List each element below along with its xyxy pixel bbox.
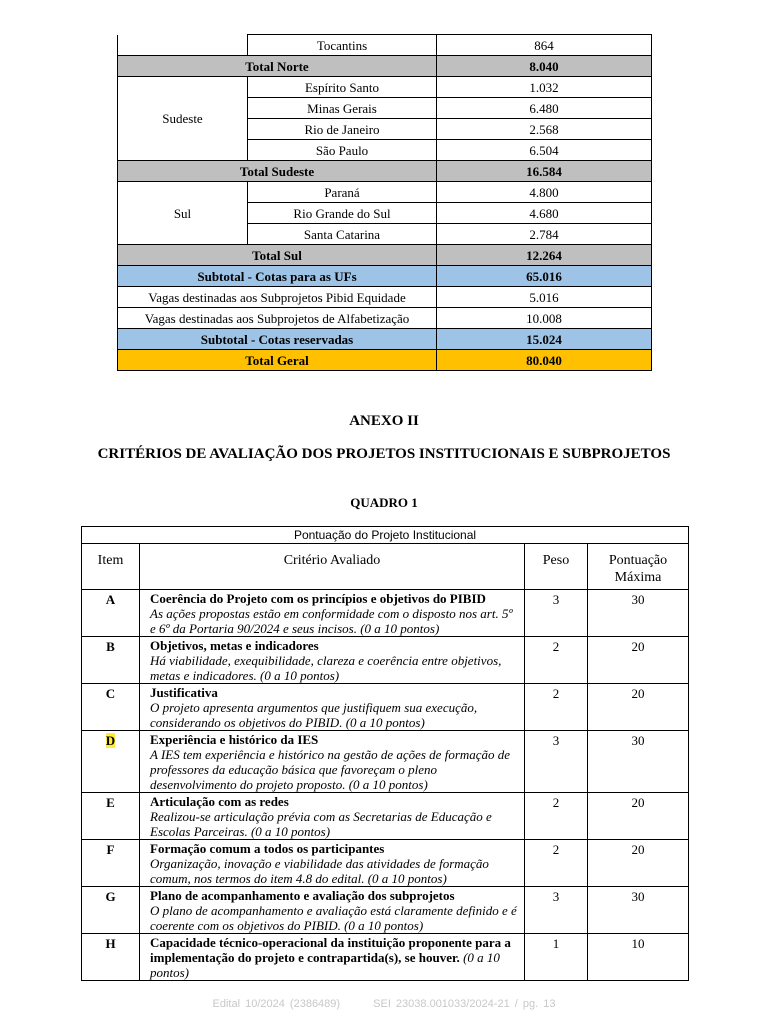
weight-value: 3 xyxy=(525,731,588,793)
table-row xyxy=(118,287,652,308)
subtotal-row xyxy=(118,329,652,350)
subtotal-row xyxy=(118,266,652,287)
quota-table xyxy=(117,34,652,371)
state-cell: Rio de Janeiro xyxy=(248,119,437,140)
quota-value: 8.040 xyxy=(437,56,652,77)
weight-value: 3 xyxy=(525,590,588,637)
criterion-title: Formação comum a todos os participantes xyxy=(150,841,385,856)
total-row xyxy=(118,161,652,182)
max-score-value: 20 xyxy=(588,637,689,684)
grand-total-row xyxy=(118,350,652,371)
criterion-title: Capacidade técnico-operacional da instituição proponente para a implementação do projeto e contrapartida(s), se houver. xyxy=(150,935,511,965)
state-cell: Espírito Santo xyxy=(248,77,437,98)
footer-doc-ref: Edital 10/2024 (2386489) xyxy=(212,998,341,1010)
criterion-description: A IES tem experiência e histórico na gestão de ações de formação de professores da educação básica que favoreçam o pleno desenvolvimento do projeto proposto. (0 a 10 pontos) xyxy=(150,747,511,792)
row-label: Vagas destinadas aos Subprojetos de Alfabetização xyxy=(118,308,437,329)
quota-value: 4.800 xyxy=(437,182,652,203)
quota-value: 10.008 xyxy=(437,308,652,329)
max-score-value: 10 xyxy=(588,934,689,981)
grand-total-label: Total Geral xyxy=(118,350,437,371)
page-footer xyxy=(0,998,768,1010)
criterion-description: Organização, inovação e viabilidade das atividades de formação comum, nos termos do item 4.8 do edital. (0 a 10 pontos) xyxy=(150,856,489,886)
quota-value: 5.016 xyxy=(437,287,652,308)
max-score-value: 30 xyxy=(588,887,689,934)
quota-value: 65.016 xyxy=(437,266,652,287)
quota-value: 15.024 xyxy=(437,329,652,350)
criteria-row xyxy=(82,590,689,637)
state-cell: Paraná xyxy=(248,182,437,203)
state-cell: Minas Gerais xyxy=(248,98,437,119)
criteria-row xyxy=(82,840,689,887)
total-row xyxy=(118,56,652,77)
state-cell: Santa Catarina xyxy=(248,224,437,245)
quadro-title: QUADRO 1 xyxy=(350,495,418,510)
criterion-cell xyxy=(140,590,525,637)
item-letter-cell xyxy=(82,934,140,981)
header-item: Item xyxy=(82,544,140,590)
header-pontuacao: Pontuação Máxima xyxy=(588,544,689,590)
table-row xyxy=(118,77,652,98)
weight-value: 2 xyxy=(525,793,588,840)
weight-value: 2 xyxy=(525,637,588,684)
item-letter: B xyxy=(106,639,115,654)
item-letter: A xyxy=(105,592,116,607)
item-letter-cell xyxy=(82,637,140,684)
state-cell: Rio Grande do Sul xyxy=(248,203,437,224)
criteria-row xyxy=(82,887,689,934)
item-letter-cell xyxy=(82,684,140,731)
weight-value: 2 xyxy=(525,840,588,887)
total-label: Total Sudeste xyxy=(118,161,437,182)
item-letter: D xyxy=(105,733,116,748)
criteria-row xyxy=(82,731,689,793)
max-score-value: 30 xyxy=(588,590,689,637)
criterion-title: Articulação com as redes xyxy=(150,794,289,809)
state-cell: São Paulo xyxy=(248,140,437,161)
item-letter-cell xyxy=(82,840,140,887)
total-label: Total Sul xyxy=(118,245,437,266)
max-score-value: 20 xyxy=(588,840,689,887)
quota-value: 2.784 xyxy=(437,224,652,245)
criterion-title: Experiência e histórico da IES xyxy=(150,732,319,747)
quota-value: 16.584 xyxy=(437,161,652,182)
item-letter-cell xyxy=(82,731,140,793)
annex-title: ANEXO II xyxy=(349,413,419,429)
max-score-value: 30 xyxy=(588,731,689,793)
criterion-title: Coerência do Projeto com os princípios e objetivos do PIBID xyxy=(150,591,486,606)
quota-value: 1.032 xyxy=(437,77,652,98)
criterion-cell xyxy=(140,684,525,731)
criterion-title: Plano de acompanhamento e avaliação dos subprojetos xyxy=(150,888,455,903)
criterion-description: Realizou-se articulação prévia com as Secretarias de Educação e Escolas Parceiras. (0 a 10 pontos) xyxy=(150,809,492,839)
criterion-cell xyxy=(140,934,525,981)
header-row xyxy=(82,544,689,590)
quota-value: 2.568 xyxy=(437,119,652,140)
total-row xyxy=(118,245,652,266)
criterion-cell xyxy=(140,731,525,793)
row-label: Vagas destinadas aos Subprojetos Pibid Equidade xyxy=(118,287,437,308)
region-cell xyxy=(118,35,248,56)
item-letter-cell xyxy=(82,887,140,934)
annex-subtitle: CRITÉRIOS DE AVALIAÇÃO DOS PROJETOS INSTITUCIONAIS E SUBPROJETOS xyxy=(97,446,671,462)
criteria-row xyxy=(82,637,689,684)
quota-value: 12.264 xyxy=(437,245,652,266)
subtotal-label: Subtotal - Cotas reservadas xyxy=(118,329,437,350)
criterion-description: O plano de acompanhamento e avaliação está claramente definido e é coerente com os objetivos do PIBID. (0 a 10 pontos) xyxy=(150,903,517,933)
table-row xyxy=(118,182,652,203)
criterion-title: Justificativa xyxy=(150,685,218,700)
criterion-description: (0 a 10 pontos) xyxy=(150,950,500,980)
quota-value: 6.504 xyxy=(437,140,652,161)
region-cell: Sudeste xyxy=(118,77,248,161)
max-score-value: 20 xyxy=(588,684,689,731)
total-label: Total Norte xyxy=(118,56,437,77)
item-letter: E xyxy=(106,795,115,810)
criteria-row xyxy=(82,934,689,981)
subtotal-label: Subtotal - Cotas para as UFs xyxy=(118,266,437,287)
table-caption: Pontuação do Projeto Institucional xyxy=(82,527,689,544)
criterion-cell xyxy=(140,637,525,684)
criterion-description: O projeto apresenta argumentos que justifiquem sua execução, considerando os objetivos do PIBID. (0 a 10 pontos) xyxy=(150,700,478,730)
criteria-row xyxy=(82,684,689,731)
criterion-description: Há viabilidade, exequibilidade, clareza e coerência entre objetivos, metas e indicadores. (0 a 10 pontos) xyxy=(150,653,502,683)
criterion-cell xyxy=(140,793,525,840)
quota-value: 864 xyxy=(437,35,652,56)
footer-sei-ref: SEI 23038.001033/2024-21 / pg. 13 xyxy=(373,998,556,1010)
item-letter: H xyxy=(105,936,116,951)
criteria-table xyxy=(81,526,689,981)
item-letter: C xyxy=(105,686,116,701)
criterion-description: As ações propostas estão em conformidade com o disposto nos art. 5º e 6º da Portaria 90/2024 e seus incisos. (0 a 10 pontos) xyxy=(150,606,513,636)
weight-value: 2 xyxy=(525,684,588,731)
weight-value: 1 xyxy=(525,934,588,981)
state-cell: Tocantins xyxy=(248,35,437,56)
region-cell: Sul xyxy=(118,182,248,245)
criterion-cell xyxy=(140,840,525,887)
criterion-cell xyxy=(140,887,525,934)
item-letter-cell xyxy=(82,590,140,637)
item-letter: F xyxy=(106,842,115,857)
max-score-value: 20 xyxy=(588,793,689,840)
criteria-row xyxy=(82,793,689,840)
header-criterio: Critério Avaliado xyxy=(140,544,525,590)
table-row xyxy=(118,308,652,329)
quota-value: 4.680 xyxy=(437,203,652,224)
criterion-title: Objetivos, metas e indicadores xyxy=(150,638,319,653)
quota-value: 6.480 xyxy=(437,98,652,119)
item-letter: G xyxy=(105,889,116,904)
weight-value: 3 xyxy=(525,887,588,934)
header-peso: Peso xyxy=(525,544,588,590)
table-row xyxy=(118,35,652,56)
quota-value: 80.040 xyxy=(437,350,652,371)
item-letter-cell xyxy=(82,793,140,840)
